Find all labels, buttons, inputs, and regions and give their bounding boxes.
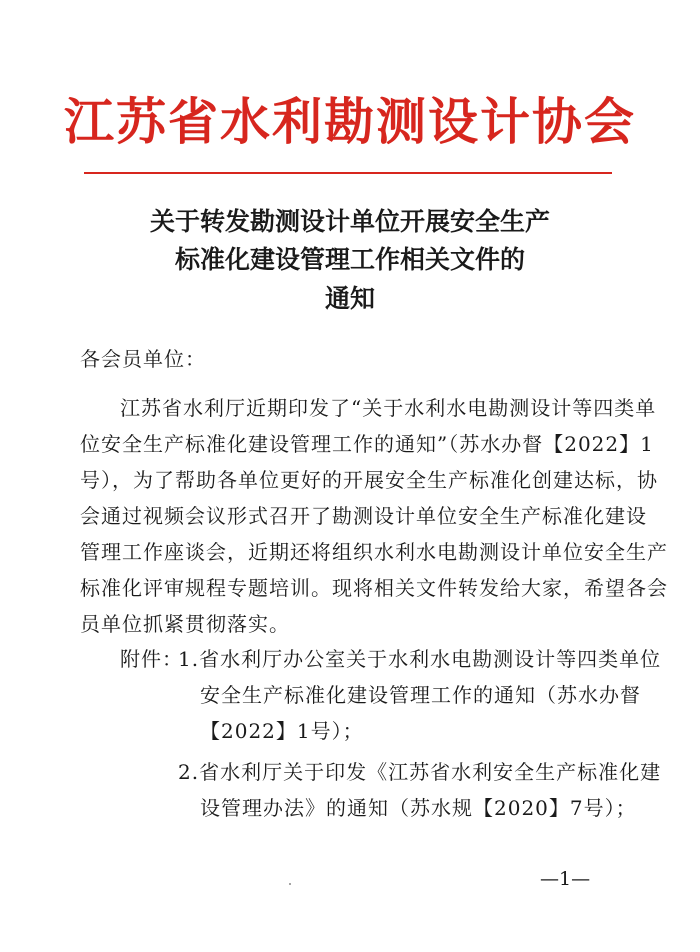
attachment-item-2-line: 2.省水利厅关于印发《江苏省水利安全生产标准化建 <box>178 760 662 784</box>
body-paragraph-line: 管理工作座谈会，近期还将组织水利水电勘测设计单位安全生产 <box>80 540 668 564</box>
attachment-item-2-line: 设管理办法》的通知（苏水规【2020】7号）； <box>200 796 637 820</box>
organization-letterhead: 江苏省水利勘测设计协会 <box>64 92 636 151</box>
body-paragraph-line: 员单位抓紧贯彻落实。 <box>80 612 290 636</box>
document-title-line-2: 标准化建设管理工作相关文件的 <box>174 245 525 274</box>
body-paragraph-line: 标准化评审规程专题培训。现将相关文件转发给大家，希望各会 <box>80 576 668 600</box>
attachment-item-1-line: 【2022】1号）； <box>200 719 364 743</box>
body-paragraph-line: 江苏省水利厅近期印发了“关于水利水电勘测设计等四类单 <box>120 396 657 420</box>
attachments-label: 附件： <box>120 647 183 671</box>
letterhead-red-rule <box>84 172 612 174</box>
document-title-line-3: 通知 <box>324 284 375 313</box>
salutation: 各会员单位： <box>80 347 206 371</box>
attachment-item-1-line: 安全生产标准化建设管理工作的通知（苏水办督 <box>200 683 641 707</box>
document-title-line-1: 关于转发勘测设计单位开展安全生产 <box>149 207 550 236</box>
page-number: —1— <box>540 868 591 890</box>
scan-speck <box>289 883 291 885</box>
body-paragraph-line: 位安全生产标准化建设管理工作的通知”（苏水办督【2022】1 <box>80 432 654 456</box>
attachment-item-1-line: 1.省水利厅办公室关于水利水电勘测设计等四类单位 <box>178 647 662 671</box>
body-paragraph-line: 号），为了帮助各单位更好的开展安全生产标准化创建达标，协 <box>80 468 658 492</box>
body-paragraph-line: 会通过视频会议形式召开了勘测设计单位安全生产标准化建设 <box>80 504 647 528</box>
